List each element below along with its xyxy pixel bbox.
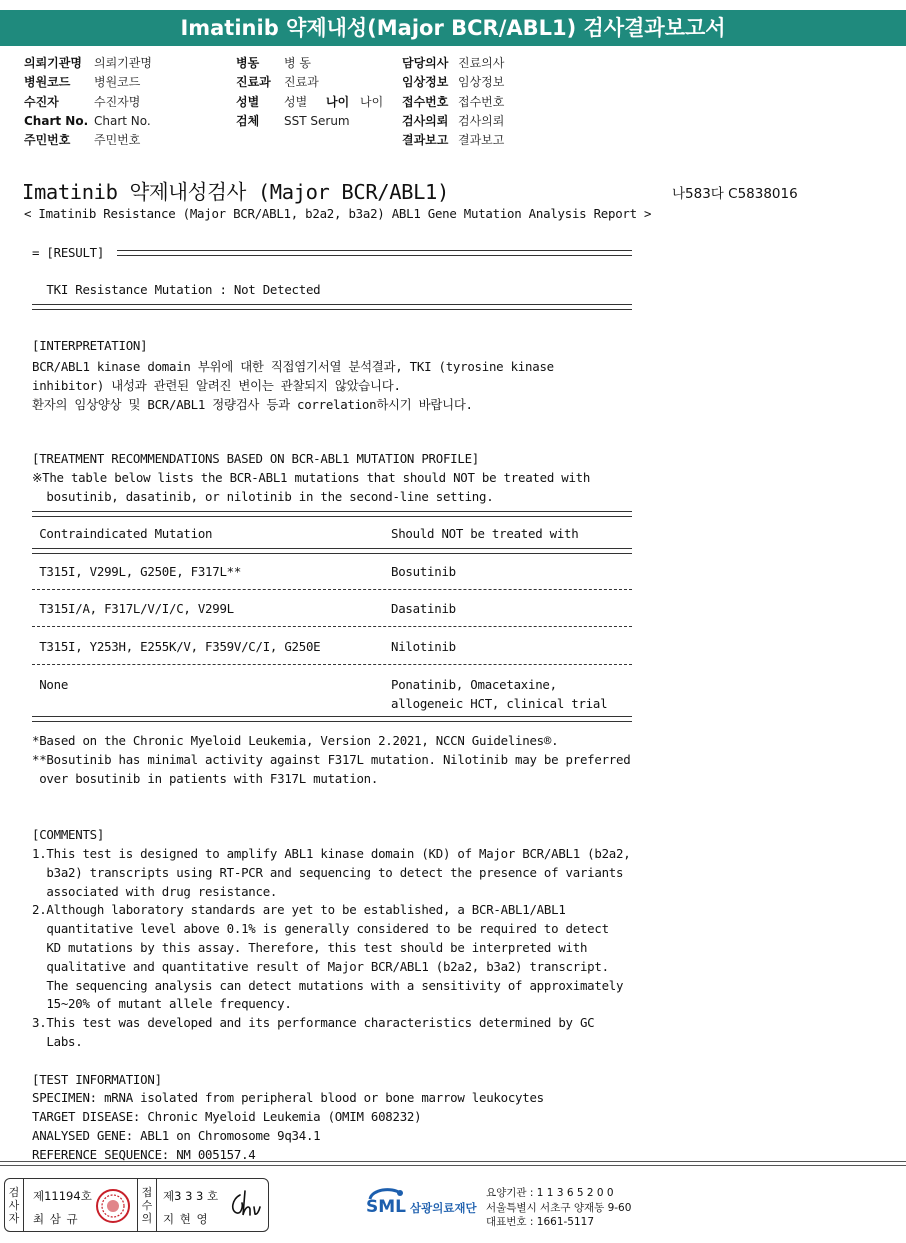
signature-icon (227, 1189, 263, 1225)
department-value: 진료과 (284, 75, 319, 90)
interpretation-heading: [INTERPRETATION] (32, 338, 148, 353)
resident-number-label: 주민번호 (24, 133, 71, 148)
test-info-line: TARGET DISEASE: Chronic Myeloid Leukemia (OMIM 608232) (32, 1109, 422, 1124)
table-row-mutation: T315I/A, F317L/V/I/C, V299L (32, 601, 234, 616)
comment-line: 2.Although laboratory standards are yet to be established, a BCR-ABL1/ABL1 (32, 902, 566, 917)
result-text: TKI Resistance Mutation : Not Detected (32, 282, 321, 297)
comment-line: b3a2) transcripts using RT-PCR and sequencing to detect the presence of variants (32, 865, 624, 880)
comment-line: The sequencing analysis can detect mutations with a sensitivity of approximately (32, 978, 624, 993)
sex-value: 성별 (284, 94, 308, 109)
clinical-info-value: 임상정보 (458, 75, 505, 90)
comment-line: associated with drug resistance. (32, 884, 278, 899)
comment-line: KD mutations by this assay. Therefore, this test should be interpreted with (32, 940, 588, 955)
divider (117, 250, 632, 256)
patient-label: 수진자 (24, 94, 59, 109)
examiner-label: 검사자 (5, 1179, 24, 1231)
table-row-drug: Bosutinib (391, 564, 456, 579)
footnote-line: *Based on the Chronic Myeloid Leukemia, Version 2.2021, NCCN Guidelines®. (32, 733, 559, 748)
ward-value: 병 동 (284, 56, 311, 70)
footer-divider (0, 1161, 906, 1166)
age-value: 나이 (360, 94, 384, 109)
organization-name: 삼광의료재단 (410, 1201, 477, 1215)
test-request-value: 검사의뢰 (458, 113, 505, 128)
institution-phone: 대표번호 : 1661-5117 (486, 1216, 595, 1228)
result-heading: = [RESULT] (32, 245, 105, 260)
institution-address (486, 1186, 631, 1230)
examiner-name: 최 삼 규 (33, 1212, 79, 1226)
department-label: 진료과 (236, 75, 271, 90)
hospital-code-label: 병원코드 (24, 75, 71, 90)
examiner-license: 제11194호 (33, 1189, 92, 1203)
test-info-line: SPECIMEN: mRNA isolated from peripheral blood or bone marrow leukocytes (32, 1090, 544, 1105)
attending-physician-value: 진료의사 (458, 56, 505, 70)
treatment-heading: [TREATMENT RECOMMENDATIONS BASED ON BCR-ABL1 MUTATION PROFILE] (32, 451, 480, 466)
requesting-institution-value: 의뢰기관명 (94, 56, 152, 70)
signature-box (4, 1178, 269, 1232)
receipt-number-value: 접수번호 (458, 94, 505, 109)
comment-line: qualitative and quantitative result of Major BCR/ABL1 (b2a2, b3a2) transcript. (32, 959, 609, 974)
institution-address-line: 서울특별시 서초구 양재동 9-60 (486, 1201, 632, 1214)
comment-line: Labs. (32, 1034, 83, 1049)
table-row-drug: Ponatinib, Omacetaxine, (391, 677, 557, 692)
age-label: 나이 (326, 94, 350, 109)
divider (32, 548, 632, 554)
comments-heading: [COMMENTS] (32, 827, 105, 842)
test-code: 나583다 C5838016 (672, 186, 798, 202)
patient-value: 수진자명 (94, 94, 141, 109)
interpretation-line: 환자의 임상양상 및 BCR/ABL1 정량검사 등과 correlation하시기 바랍니다. (32, 397, 473, 412)
comment-line: 1.This test is designed to amplify ABL1 kinase domain (KD) of Major BCR/ABL1 (b2a2, (32, 846, 631, 861)
treatment-note-line: ※The table below lists the BCR-ABL1 mutations that should NOT be treated with (32, 470, 591, 485)
table-row-mutation: None (32, 677, 69, 692)
hospital-code-value: 병원코드 (94, 75, 141, 90)
divider (32, 716, 632, 722)
divider (32, 664, 632, 665)
divider (32, 511, 632, 517)
comment-line: 15~20% of mutant allele frequency. (32, 996, 292, 1011)
report-subtitle: < Imatinib Resistance (Major BCR/ABL1, b2a2, b3a2) ABL1 Gene Mutation Analysis Report > (24, 206, 652, 221)
institution-code: 요양기관 : 1 1 3 6 5 2 0 0 (486, 1187, 614, 1199)
result-report-label: 결과보고 (402, 133, 449, 148)
treatment-note-line: bosutinib, dasatinib, or nilotinib in the second-line setting. (32, 489, 494, 504)
ward-label: 병동 (236, 56, 260, 70)
report-banner-title: Imatinib 약제내성(Major BCR/ABL1) 검사결과보고서 (0, 10, 906, 46)
header-column-1 (24, 54, 152, 150)
result-report-value: 결과보고 (458, 133, 505, 148)
sex-label: 성별 (236, 94, 260, 109)
table-header-mutation: Contraindicated Mutation (32, 526, 213, 541)
clinical-info-label: 임상정보 (402, 75, 449, 90)
table-row-drug: Dasatinib (391, 601, 456, 616)
table-row-mutation: T315I, Y253H, E255K/V, F359V/C/I, G250E (32, 639, 321, 654)
requesting-institution-label: 의뢰기관명 (24, 56, 82, 70)
header-column-2 (236, 54, 383, 131)
header-column-3 (402, 54, 504, 150)
divider (32, 626, 632, 627)
footnote-line: **Bosutinib has minimal activity against F317L mutation. Nilotinib may be preferred (32, 752, 631, 767)
test-info-line: REFERENCE SEQUENCE: NM_005157.4 (32, 1147, 256, 1162)
comment-line: 3.This test was developed and its performance characteristics determined by GC (32, 1015, 595, 1030)
footnote-line: over bosutinib in patients with F317L mutation. (32, 771, 379, 786)
comment-line: quantitative level above 0.1% is generally considered to be required to detect (32, 921, 609, 936)
divider (32, 304, 632, 310)
test-info-line: ANALYSED GENE: ABL1 on Chromosome 9q34.1 (32, 1128, 321, 1143)
sml-logo-text: SML (366, 1197, 406, 1217)
table-header-drug: Should NOT be treated with (391, 526, 579, 541)
table-row-mutation: T315I, V299L, G250E, F317L** (32, 564, 242, 579)
chart-no-label: Chart No. (24, 113, 89, 128)
interpretation-line: inhibitor) 내성과 관련된 알려진 변이는 관찰되지 않았습니다. (32, 378, 401, 393)
receiver-license: 제3 3 3 호 (163, 1189, 219, 1203)
interpretation-line: BCR/ABL1 kinase domain 부위에 대한 직접염기서열 분석결과, TKI (tyrosine kinase (32, 359, 554, 374)
specimen-label: 검체 (236, 113, 260, 128)
examiner-seal-icon (95, 1188, 131, 1228)
divider (32, 589, 632, 590)
chart-no-value: Chart No. (94, 113, 151, 128)
test-info-heading: [TEST INFORMATION] (32, 1072, 162, 1087)
report-title: Imatinib 약제내성검사 (Major BCR/ABL1) (22, 180, 449, 204)
table-row-drug-continued: allogeneic HCT, clinical trial (391, 696, 608, 711)
specimen-value: SST Serum (284, 113, 350, 128)
receipt-number-label: 접수번호 (402, 94, 449, 109)
resident-number-value: 주민번호 (94, 133, 141, 148)
table-row-drug: Nilotinib (391, 639, 456, 654)
receiver-name: 지 현 영 (163, 1212, 209, 1226)
attending-physician-label: 담당의사 (402, 56, 449, 70)
test-request-label: 검사의뢰 (402, 113, 449, 128)
receiver-label: 접수의 (137, 1179, 157, 1231)
